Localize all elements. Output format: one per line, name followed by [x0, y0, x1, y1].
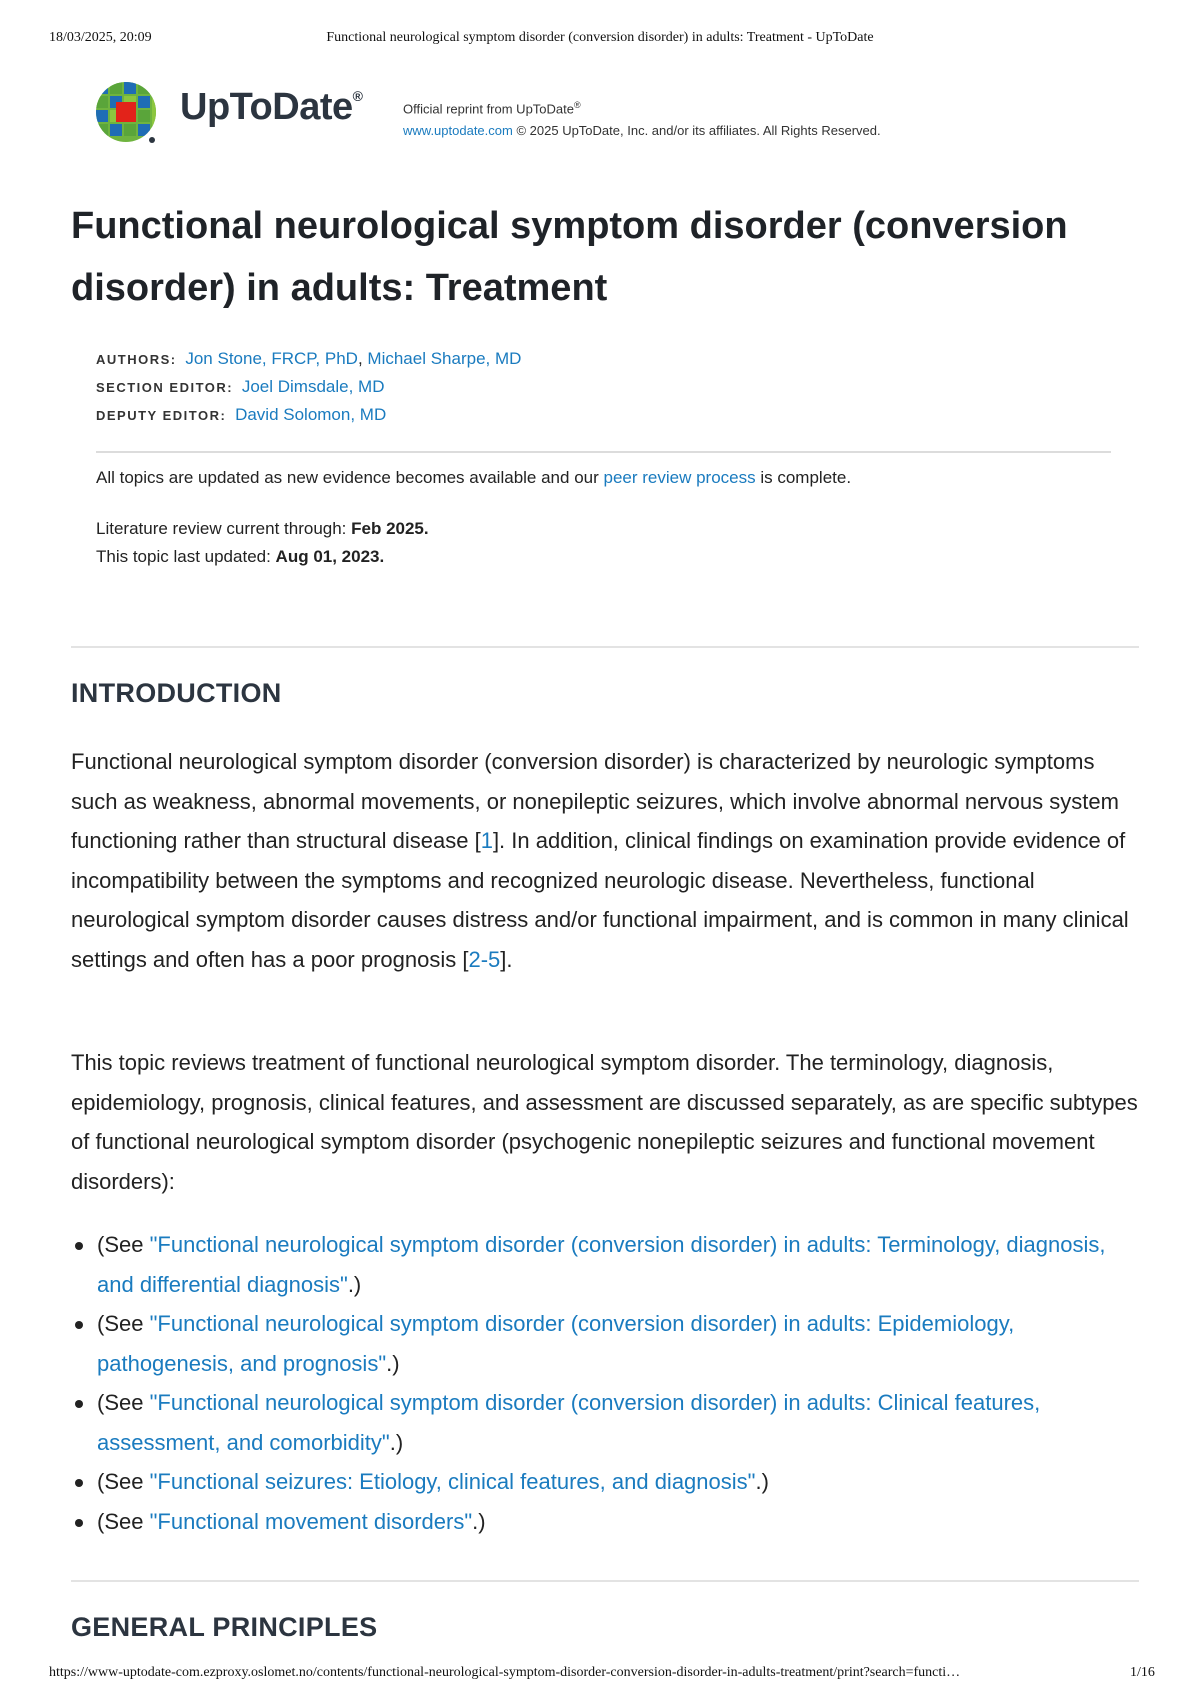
deputy-editor-link[interactable]: David Solomon, MD: [235, 405, 387, 424]
section-divider: [71, 646, 1139, 648]
section-editor-row: [96, 373, 521, 401]
last-updated-date: This topic last updated: Aug 01, 2023.: [96, 547, 385, 566]
topic-link[interactable]: "Functional neurological symptom disorder (conversion disorder) in adults: Terminology, diagnosis, and differential diagnosis": [97, 1232, 1106, 1297]
authors-label: AUTHORS:: [96, 352, 177, 367]
print-url: https://www-uptodate-com.ezproxy.oslomet.no/contents/functional-neurological-symptom-disorder-conversion-disorder-in-adults-treatment/print?search=functi…: [49, 1665, 961, 1680]
print-page-title: Functional neurological symptom disorder (conversion disorder) in adults: Treatment - UpToDate: [326, 30, 874, 45]
update-note: All topics are updated as new evidence becomes available and our peer review process is complete.: [96, 468, 852, 487]
author-link[interactable]: Michael Sharpe, MD: [367, 349, 522, 368]
deputy-editor-row: [96, 401, 521, 429]
authors-row: AUTHORS: Jon Stone, FRCP, PhD, Michael Sharpe, MD: [96, 349, 522, 368]
article-credits: [96, 345, 521, 429]
print-date: 18/03/2025, 20:09: [49, 30, 152, 45]
section-divider: [71, 1580, 1139, 1582]
uptodate-wordmark: UpToDate®: [180, 86, 363, 128]
list-item: (See "Functional neurological symptom disorder (conversion disorder) in adults: Epidemiology, pathogenesis, and prognosis".): [71, 1304, 1141, 1383]
section-editor-link[interactable]: Joel Dimsdale, MD: [241, 377, 385, 396]
peer-review-link[interactable]: peer review process: [603, 468, 756, 487]
intro-paragraph-2: This topic reviews treatment of functional neurological symptom disorder. The terminology, diagnosis, epidemiology, prognosis, clinical features, and assessment are discussed separately, as are specific subtypes of functional neurological symptom disorder (psychogenic nonepileptic seizures and functional movement disorders):: [71, 1050, 1138, 1194]
list-item: (See "Functional neurological symptom disorder (conversion disorder) in adults: Clinical features, assessment, and comorbidity".): [71, 1383, 1141, 1462]
divider: [96, 451, 1111, 453]
copyright-text: © 2025 UpToDate, Inc. and/or its affiliates. All Rights Reserved.: [516, 123, 881, 139]
reference-link[interactable]: 2-5: [468, 946, 501, 972]
page-number: 1/16: [1130, 1665, 1155, 1680]
topic-link[interactable]: "Functional movement disorders": [149, 1508, 473, 1534]
article-title: Functional neurological symptom disorder (conversion disorder) in adults: Treatment: [71, 205, 1068, 309]
topic-link[interactable]: "Functional neurological symptom disorder (conversion disorder) in adults: Epidemiology, pathogenesis, and prognosis": [97, 1311, 1015, 1376]
reprint-notice: Official reprint from UpToDate® www.uptodate.com © 2025 UpToDate, Inc. and/or its affiliates. All Rights Reserved.: [403, 100, 881, 139]
introduction-heading: INTRODUCTION: [71, 678, 282, 708]
topic-link[interactable]: "Functional neurological symptom disorder (conversion disorder) in adults: Clinical features, assessment, and comorbidity": [97, 1390, 1041, 1455]
general-principles-heading: GENERAL PRINCIPLES: [71, 1612, 378, 1642]
review-dates: [96, 515, 429, 571]
deputy-editor-label: DEPUTY EDITOR:: [96, 408, 227, 423]
author-link[interactable]: Jon Stone, FRCP, PhD: [185, 349, 358, 368]
list-item: (See "Functional movement disorders".): [71, 1502, 1141, 1542]
reference-link[interactable]: 1: [480, 828, 493, 853]
intro-paragraph-1: Functional neurological symptom disorder (conversion disorder) is characterized by neurologic symptoms such as weakness, abnormal movements, or nonepileptic seizures, which involve abnormal nervous system functioning rather than structural disease [1]. In addition, clinical findings on examination provide evidence of incompatibility between the symptoms and recognized neurologic disease. Nevertheless, functional neurological symptom disorder causes distress and/or functional impairment, and is common in many clinical settings and often has a poor prognosis [2-5].: [71, 749, 1129, 972]
uptodate-brand[interactable]: [94, 80, 384, 146]
reprint-line: Official reprint from UpToDate: [403, 101, 574, 117]
topic-link[interactable]: "Functional seizures: Etiology, clinical features, and diagnosis": [149, 1469, 756, 1494]
list-item: (See "Functional neurological symptom disorder (conversion disorder) in adults: Terminology, diagnosis, and differential diagnosis".): [71, 1225, 1141, 1304]
uptodate-site-link[interactable]: www.uptodate.com: [403, 123, 513, 139]
section-editor-label: SECTION EDITOR:: [96, 380, 234, 395]
literature-review-date: Literature review current through: Feb 2025.: [96, 519, 429, 538]
list-item: (See "Functional seizures: Etiology, clinical features, and diagnosis".): [71, 1462, 1141, 1502]
see-also-list: [71, 1225, 1141, 1541]
uptodate-logo-icon: [94, 80, 160, 146]
